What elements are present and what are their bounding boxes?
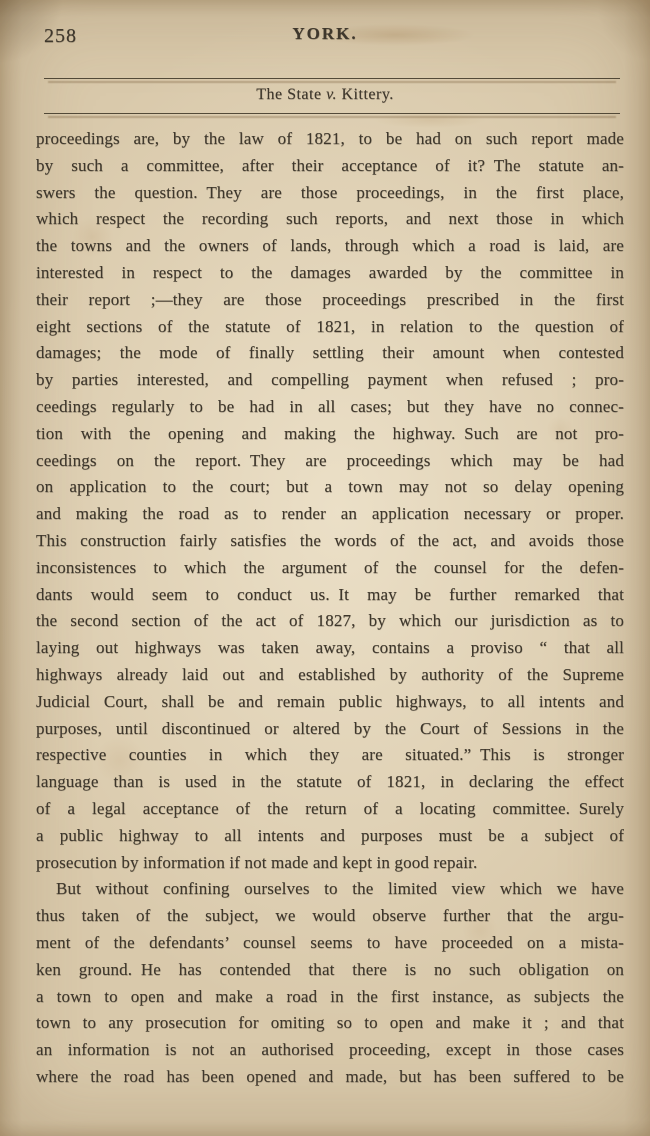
header-rule-bottom <box>44 113 620 120</box>
text-line: eight sections of the statute of 1821, in relation to the question of <box>36 316 624 336</box>
text-line: a town to open and make a road in the first instance, as subjects the <box>36 986 624 1006</box>
text-line: thus taken of the subject, we would observe further that the argu- <box>36 906 624 926</box>
text-line: which respect the recording such reports, and next those in which <box>36 209 624 229</box>
case-title-plaintiff: The State <box>256 86 322 103</box>
text-line: damages; the mode of finally settling their amount when contested <box>36 343 624 363</box>
text-line: language than is used in the statute of 1821, in declaring the effect <box>36 772 624 792</box>
header-rule-top <box>44 78 620 85</box>
text-line: tion with the opening and making the highway. Such are not pro- <box>36 423 624 443</box>
text-line: prosecution by information if not made and kept in good repair. <box>36 852 478 872</box>
text-line: ceedings regularly to be had in all cases; but they have no connec- <box>36 396 624 416</box>
text-line: town to any prosecution for omiting so to open and make it ; and that <box>36 1013 624 1033</box>
text-line: purposes, until discontinued or altered by the Court of Sessions in the <box>36 718 624 738</box>
text-line: the towns and the owners of lands, through which a road is laid, are <box>36 236 624 256</box>
page-number: 258 <box>44 25 77 47</box>
case-title-defendant: Kittery. <box>341 86 394 103</box>
text-line: Judicial Court, shall be and remain public highways, to all intents and <box>36 691 624 711</box>
text-line: This construction fairly satisfies the words of the act, and avoids those <box>36 530 624 550</box>
text-line: and making the road as to render an application necessary or proper. <box>36 504 624 524</box>
text-line: respective counties in which they are situated.” This is stronger <box>36 745 624 765</box>
text-line: ceedings on the report. They are proceedings which may be had <box>36 450 624 470</box>
text-line: inconsistences to which the argument of the counsel for the defen- <box>36 557 624 577</box>
text-line: interested in respect to the damages awarded by the committee in <box>36 262 624 282</box>
text-line: highways already laid out and established by authority of the Supreme <box>36 664 624 684</box>
text-line: of a legal acceptance of the return of a locating committee. Surely <box>36 798 624 818</box>
text-line: on application to the court; but a town may not so delay opening <box>36 477 624 497</box>
text-line: a public highway to all intents and purposes must be a subject of <box>36 825 624 845</box>
text-line: swers the question. They are those proceedings, in the first place, <box>36 182 624 202</box>
running-head: YORK. <box>292 24 358 43</box>
text-line: by parties interested, and compelling payment when refused ; pro- <box>36 370 624 390</box>
body-text <box>36 126 624 1091</box>
text-line: dants would seem to conduct us. It may be further remarked that <box>36 584 624 604</box>
text-line: ken ground. He has contended that there is no such obligation on <box>36 959 624 979</box>
text-line: their report ;—they are those proceedings prescribed in the first <box>36 289 624 309</box>
case-title-versus: v. <box>326 86 337 103</box>
text-line: where the road has been opened and made, but has been suffered to be <box>36 1066 624 1086</box>
text-line: laying out highways was taken away, contains a proviso “ that all <box>36 638 624 658</box>
text-line: an information is not an authorised proceeding, except in those cases <box>36 1040 624 1060</box>
case-title <box>0 86 650 104</box>
text-line: But without confining ourselves to the limited view which we have <box>56 879 624 899</box>
text-line: proceedings are, by the law of 1821, to be had on such report made <box>36 129 624 148</box>
text-line: the second section of the act of 1827, by which our jurisdiction as to <box>36 611 624 631</box>
text-line: by such a committee, after their acceptance of it? The statute an- <box>36 155 624 175</box>
text-line: ment of the defendants’ counsel seems to have proceeded on a mista- <box>36 932 624 952</box>
